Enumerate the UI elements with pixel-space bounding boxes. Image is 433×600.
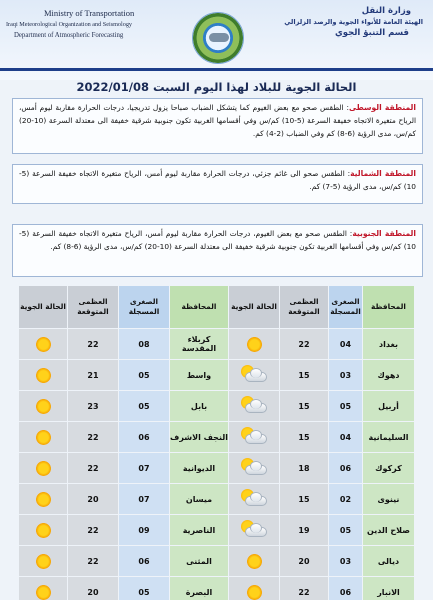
min-temp-cell: 06 xyxy=(119,422,169,452)
min-temp-cell: 02 xyxy=(329,484,362,514)
min-temp-cell: 05 xyxy=(119,577,169,600)
forecast-section-central xyxy=(12,98,423,154)
weather-state-cell xyxy=(19,422,67,452)
column-header-state: الحالة الجوية xyxy=(229,286,279,328)
max-temp-cell: 22 xyxy=(68,422,118,452)
province-cell: المثنى xyxy=(170,546,228,576)
province-cell: نينوى xyxy=(363,484,414,514)
table-row xyxy=(19,329,414,359)
column-header-max-temp: العظمى المتوقعة xyxy=(68,286,118,328)
province-cell: البصرة xyxy=(170,577,228,600)
organization-name-en: Iraqi Meteorological Organization and Seismology xyxy=(6,21,133,28)
column-header-state: الحالة الجوية xyxy=(19,286,67,328)
ministry-name-en: Ministry of Transportation xyxy=(44,8,135,18)
table-row xyxy=(19,577,414,600)
column-header-max-temp: العظمى المتوقعة xyxy=(280,286,328,328)
table-row xyxy=(19,546,414,576)
min-temp-cell: 03 xyxy=(329,546,362,576)
max-temp-cell: 15 xyxy=(280,422,328,452)
section-label: المنطقة الجنوبية xyxy=(352,229,417,238)
min-temp-cell: 05 xyxy=(119,391,169,421)
sun-icon xyxy=(36,554,51,569)
partly-cloudy-icon xyxy=(239,396,269,416)
min-temp-cell: 04 xyxy=(329,422,362,452)
province-cell: واسط xyxy=(170,360,228,390)
max-temp-cell: 22 xyxy=(280,329,328,359)
header-english-block xyxy=(6,8,166,41)
province-cell: كربلاء المقدسة xyxy=(170,329,228,359)
sun-icon xyxy=(36,585,51,600)
weather-state-cell xyxy=(229,453,279,483)
weather-state-cell xyxy=(229,422,279,452)
max-temp-cell: 15 xyxy=(280,391,328,421)
min-temp-cell: 08 xyxy=(119,329,169,359)
max-temp-cell: 22 xyxy=(68,546,118,576)
weather-state-cell xyxy=(19,546,67,576)
header-divider xyxy=(0,68,433,71)
min-temp-cell: 09 xyxy=(119,515,169,545)
section-text: : الطقس صحو مع بعض الغيوم، درجات الحرارة مقاربة ليوم أمس، الرياح متغيرة الاتجاه خفيفة السرعة (5-10) كم/س وفي أقسامها الغربية تكون جنوبية شرقية خفيفة الى معتدلة السرعة (10-20) كم/س، مدى الرؤية (6-8) كم. xyxy=(19,229,416,251)
province-cell: ديالى xyxy=(363,546,414,576)
max-temp-cell: 22 xyxy=(280,577,328,600)
partly-cloudy-icon xyxy=(239,427,269,447)
column-header-min-temp: الصغرى المسجلة xyxy=(119,286,169,328)
weather-state-cell xyxy=(229,577,279,600)
sun-icon xyxy=(247,554,262,569)
section-text: : الطقس صحو الى غائم جزئي، درجات الحرارة مقاربة ليوم أمس، الرياح متغيرة الاتجاه خفيفة السرعة (5-10) كم/س، مدى الرؤية (5-7) كم. xyxy=(19,169,416,191)
max-temp-cell: 20 xyxy=(68,577,118,600)
min-temp-cell: 05 xyxy=(329,391,362,421)
column-header-province: المحافظة xyxy=(170,286,228,328)
min-temp-cell: 06 xyxy=(329,577,362,600)
partly-cloudy-icon xyxy=(239,365,269,385)
max-temp-cell: 20 xyxy=(68,484,118,514)
weather-state-cell xyxy=(19,453,67,483)
column-header-province: المحافظة xyxy=(363,286,414,328)
partly-cloudy-icon xyxy=(239,458,269,478)
weather-state-cell xyxy=(229,391,279,421)
sun-icon xyxy=(36,430,51,445)
weather-state-cell xyxy=(19,515,67,545)
max-temp-cell: 20 xyxy=(280,546,328,576)
weather-state-cell xyxy=(19,329,67,359)
max-temp-cell: 18 xyxy=(280,453,328,483)
min-temp-cell: 05 xyxy=(329,515,362,545)
max-temp-cell: 15 xyxy=(280,484,328,514)
partly-cloudy-icon xyxy=(239,520,269,540)
province-cell: كركوك xyxy=(363,453,414,483)
weather-state-cell xyxy=(229,329,279,359)
max-temp-cell: 22 xyxy=(68,453,118,483)
province-cell: السليمانية xyxy=(363,422,414,452)
table-row xyxy=(19,360,414,390)
sun-icon xyxy=(36,368,51,383)
min-temp-cell: 05 xyxy=(119,360,169,390)
table-row xyxy=(19,453,414,483)
province-cell: بغداد xyxy=(363,329,414,359)
province-cell: ميسان xyxy=(170,484,228,514)
min-temp-cell: 03 xyxy=(329,360,362,390)
sun-icon xyxy=(36,461,51,476)
ministry-name-ar: وزارة النقل xyxy=(361,6,411,16)
sun-icon xyxy=(36,399,51,414)
province-cell: أربيل xyxy=(363,391,414,421)
min-temp-cell: 07 xyxy=(119,484,169,514)
forecast-table xyxy=(19,286,414,600)
weather-state-cell xyxy=(19,577,67,600)
column-header-min-temp: الصغرى المسجلة xyxy=(329,286,362,328)
province-cell: الناصرية xyxy=(170,515,228,545)
weather-state-cell xyxy=(19,484,67,514)
weather-state-cell xyxy=(229,484,279,514)
weather-state-cell xyxy=(229,360,279,390)
department-name-ar: قسم التنبؤ الجوي xyxy=(335,28,409,38)
department-name-en: Department of Atmospheric Forecasting xyxy=(14,32,124,39)
province-cell: الديوانية xyxy=(170,453,228,483)
forecast-section-south xyxy=(12,224,423,277)
min-temp-cell: 06 xyxy=(329,453,362,483)
page-title: الحالة الجوية للبلاد لهذا اليوم السبت 2022/01/08 xyxy=(76,80,357,94)
weather-state-cell xyxy=(19,391,67,421)
section-text: : الطقس صحو مع بعض الغيوم كما يتشكل الضباب صباحا يزول تدريجيا، درجات الحرارة مقاربة ليوم أمس، الرياح متغيرة الاتجاه خفيفة السرعة (5-10) كم/س وفي أقسامها الغربية تكون جنوبية شرقية خفيفة الى معتدلة السرعة (10-20) كم/س، مدى الرؤية (6-8) كم وفي الضباب (2-4) كم. xyxy=(19,103,416,138)
sun-icon xyxy=(36,492,51,507)
table-row xyxy=(19,422,414,452)
province-cell: الانبار xyxy=(363,577,414,600)
table-row xyxy=(19,484,414,514)
max-temp-cell: 22 xyxy=(68,329,118,359)
max-temp-cell: 15 xyxy=(280,360,328,390)
min-temp-cell: 06 xyxy=(119,546,169,576)
max-temp-cell: 21 xyxy=(68,360,118,390)
max-temp-cell: 19 xyxy=(280,515,328,545)
sun-icon xyxy=(247,585,262,600)
partly-cloudy-icon xyxy=(239,489,269,509)
province-cell: صلاح الدين xyxy=(363,515,414,545)
section-label: المنطقة الشمالية xyxy=(350,169,417,178)
min-temp-cell: 07 xyxy=(119,453,169,483)
weather-state-cell xyxy=(229,546,279,576)
table-row xyxy=(19,515,414,545)
province-cell: بابل xyxy=(170,391,228,421)
section-label: المنطقة الوسطى xyxy=(348,103,416,112)
header-arabic-block xyxy=(283,6,423,39)
weather-state-cell xyxy=(229,515,279,545)
forecast-section-north xyxy=(12,164,423,204)
weather-state-cell xyxy=(19,360,67,390)
province-cell: النجف الاشرف xyxy=(170,422,228,452)
organization-name-ar: الهيئة العامة للأنواء الجوية والرصد الزلزالي xyxy=(284,18,423,26)
table-header-row xyxy=(19,286,414,328)
sun-icon xyxy=(247,337,262,352)
weather-organization-logo xyxy=(192,12,244,64)
sun-icon xyxy=(36,523,51,538)
max-temp-cell: 23 xyxy=(68,391,118,421)
max-temp-cell: 22 xyxy=(68,515,118,545)
min-temp-cell: 04 xyxy=(329,329,362,359)
header xyxy=(0,0,433,80)
province-cell: دهوك xyxy=(363,360,414,390)
sun-icon xyxy=(36,337,51,352)
table-row xyxy=(19,391,414,421)
